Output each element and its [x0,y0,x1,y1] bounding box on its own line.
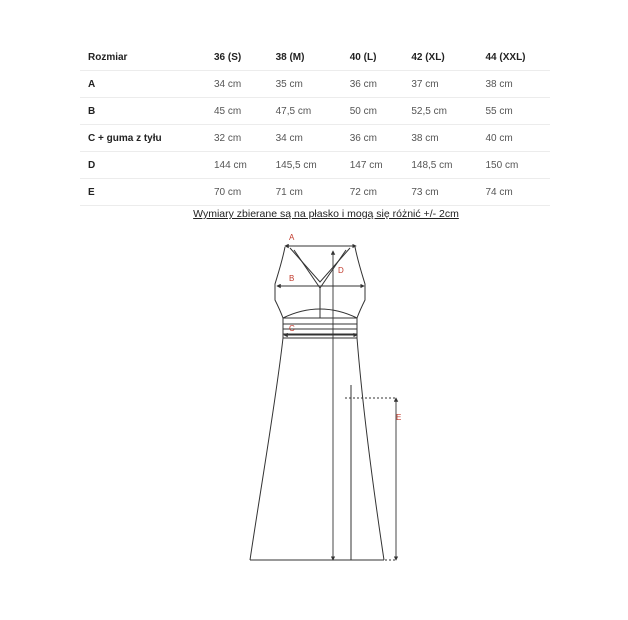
table-cell: 34 cm [206,71,268,98]
table-cell: 32 cm [206,125,268,152]
table-cell: 38 cm [478,71,551,98]
table-cell: 45 cm [206,98,268,125]
header-42: 42 (XL) [403,44,477,71]
table-cell: 52,5 cm [403,98,477,125]
row-label: B [80,98,206,125]
row-label: E [80,179,206,206]
header-44: 44 (XXL) [478,44,551,71]
table-cell: 72 cm [342,179,404,206]
table-cell: 34 cm [268,125,342,152]
row-label: D [80,152,206,179]
table-cell: 74 cm [478,179,551,206]
row-label: C + guma z tyłu [80,125,206,152]
table-cell: 36 cm [342,71,404,98]
table-cell: 38 cm [403,125,477,152]
table-cell: 71 cm [268,179,342,206]
header-36: 36 (S) [206,44,268,71]
table-cell: 144 cm [206,152,268,179]
label-c: C [289,324,295,333]
table-cell: 47,5 cm [268,98,342,125]
table-cell: 73 cm [403,179,477,206]
header-size: Rozmiar [80,44,206,71]
table-cell: 36 cm [342,125,404,152]
dress-outline [250,247,384,560]
measurement-note: Wymiary zbierane są na płasko i mogą się różnić +/- 2cm [193,208,459,220]
header-40: 40 (L) [342,44,404,71]
label-e: E [396,413,402,422]
header-38: 38 (M) [268,44,342,71]
label-b: B [289,274,295,283]
label-d: D [338,266,344,275]
table-cell: 50 cm [342,98,404,125]
table-cell: 37 cm [403,71,477,98]
table-cell: 40 cm [478,125,551,152]
table-cell: 35 cm [268,71,342,98]
table-cell: 150 cm [478,152,551,179]
table-cell: 147 cm [342,152,404,179]
table-cell: 145,5 cm [268,152,342,179]
label-a: A [289,233,295,242]
row-label: A [80,71,206,98]
table-cell: 70 cm [206,179,268,206]
table-cell: 148,5 cm [403,152,477,179]
measurement-lines [277,246,396,560]
table-cell: 55 cm [478,98,551,125]
